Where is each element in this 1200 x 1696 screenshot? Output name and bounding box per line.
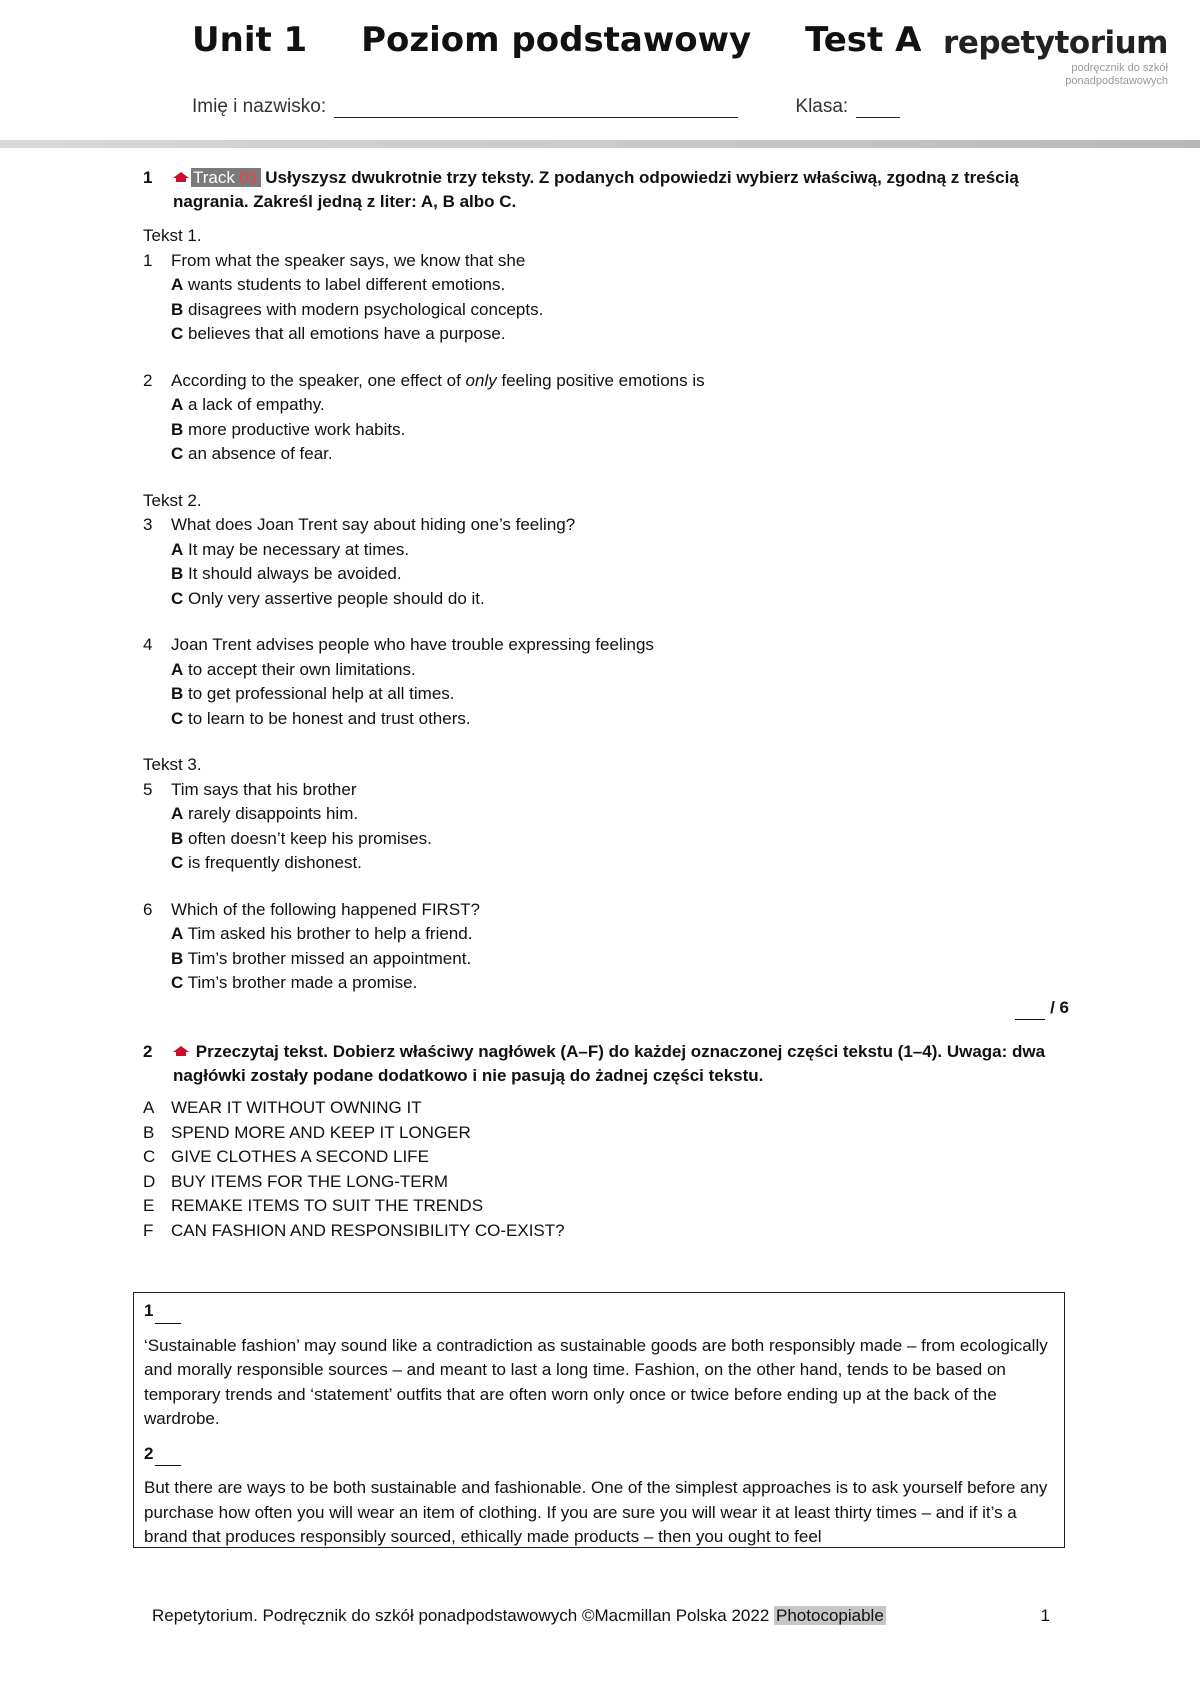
task-number: 2: [143, 1042, 153, 1061]
header-divider: [0, 140, 1200, 148]
question: [143, 513, 1069, 611]
class-field[interactable]: [856, 97, 900, 118]
question-number: 5: [143, 779, 153, 799]
brand-logo: [943, 25, 1168, 88]
question-prompt: Tim says that his brother: [171, 779, 357, 799]
page-footer: [152, 1606, 1060, 1626]
brand-sub-line-2: ponadpodstawowych: [1065, 75, 1168, 88]
question: [143, 249, 1069, 347]
question-number: 6: [143, 899, 153, 919]
reading-paragraph: But there are ways to be both sustainable and fashionable. One of the simplest approaches is to ask yourself before any purchase how often you will wear an item of clothing. If you are sure you will wear it at least thirty times – and if it’s a brand that produces responsibly sourced, ethically made products – then you ought to feel: [144, 1478, 1048, 1546]
answer-option[interactable]: A Tim asked his brother to help a friend.: [171, 924, 473, 943]
question: [143, 369, 1069, 467]
section-label: Tekst 2.: [143, 490, 202, 510]
question-number: 3: [143, 515, 153, 534]
answer-option[interactable]: B more productive work habits.: [171, 419, 406, 439]
score-field[interactable]: [1015, 1001, 1045, 1020]
section-label: Tekst 1.: [143, 226, 202, 245]
task-1-instruction-text: Usłyszysz dwukrotnie trzy teksty. Z podanych odpowiedzi wybierz właściwą, zgodną z treścią nagrania. Zakreśl jedną z liter: A, B albo C.: [173, 168, 1019, 211]
reading-paragraph: ‘Sustainable fashion’ may sound like a contradiction as sustainable goods are both responsibly made – from ecologically and morally responsible sources – and meant to last a long time. Fashion, on the other hand, tends to be based on temporary trends and ‘statement’ outfits that are often worn only once or twice before ending up at the back of the wardrobe.: [144, 1335, 1048, 1428]
student-info-row: [192, 96, 900, 118]
answer-blank[interactable]: [155, 1307, 181, 1324]
answer-blank[interactable]: [155, 1449, 181, 1466]
test-content: [143, 166, 1069, 1243]
question-prompt: What does Joan Trent say about hiding one’s feeling?: [171, 515, 576, 534]
question-prompt: Joan Trent advises people who have trouble expressing feelings: [171, 635, 654, 654]
brand-name: repetytorium: [943, 25, 1168, 61]
part-number: 1: [144, 1299, 1054, 1324]
level-label: Poziom podstawowy: [361, 20, 752, 60]
question-prompt: From what the speaker says, we know that she: [171, 250, 526, 270]
answer-option[interactable]: C Only very assertive people should do it.: [171, 588, 485, 608]
answer-option[interactable]: C Tim’s brother made a promise.: [171, 973, 418, 992]
heading-option: E REMAKE ITEMS TO SUIT THE TRENDS: [143, 1196, 484, 1215]
name-field[interactable]: [334, 97, 738, 118]
heading-option: C GIVE CLOTHES A SECOND LIFE: [143, 1147, 429, 1166]
heading-option: A WEAR IT WITHOUT OWNING IT: [143, 1098, 422, 1117]
task-2-instruction-text: Przeczytaj tekst. Dobierz właściwy nagłówek (A–F) do każdej oznaczonej części tekstu (1–4). Uwaga: dwa nagłówki zostały podane dodatkowo i nie pasują do żadnej części tekstu.: [173, 1042, 1046, 1085]
heading-option: F CAN FASHION AND RESPONSIBILITY CO-EXIST?: [143, 1220, 565, 1240]
page-number: 1: [1040, 1606, 1050, 1625]
task-1-score: / 6: [143, 996, 1069, 1021]
task-2-instruction: [143, 1040, 1069, 1088]
answer-option[interactable]: A rarely disappoints him.: [171, 804, 359, 823]
answer-option[interactable]: B often doesn’t keep his promises.: [171, 828, 432, 848]
answer-option[interactable]: B to get professional help at all times.: [171, 684, 455, 703]
answer-option[interactable]: B Tim’s brother missed an appointment.: [171, 948, 472, 968]
footer-copyright: Repetytorium. Podręcznik do szkół ponadpodstawowych ©Macmillan Polska 2022: [152, 1606, 770, 1625]
class-label: Klasa:: [795, 96, 849, 117]
answer-option[interactable]: A wants students to label different emotions.: [171, 275, 506, 294]
heading-option: D BUY ITEMS FOR THE LONG-TERM: [143, 1171, 449, 1191]
answer-option[interactable]: A It may be necessary at times.: [171, 539, 410, 559]
brand-sub-line-1: podręcznik do szkół: [1071, 62, 1168, 74]
answer-option[interactable]: A a lack of empathy.: [171, 395, 325, 414]
question: [143, 633, 1069, 731]
question: [143, 778, 1069, 876]
task-number: 1: [143, 168, 153, 187]
headings-list: [143, 1096, 1069, 1243]
test-label: Test A: [805, 20, 922, 60]
part-number: 2: [144, 1442, 1054, 1467]
section-label: Tekst 3.: [143, 755, 202, 774]
unit-label: Unit 1: [192, 20, 308, 60]
question-number: 1: [143, 250, 153, 270]
answer-option[interactable]: C believes that all emotions have a purpose.: [171, 324, 506, 343]
answer-option[interactable]: A to accept their own limitations.: [171, 659, 416, 679]
answer-option[interactable]: B It should always be avoided.: [171, 564, 402, 583]
answer-option[interactable]: C to learn to be honest and trust others.: [171, 708, 471, 728]
graduation-cap-icon: [173, 172, 187, 182]
name-label: Imię i nazwisko:: [192, 96, 327, 117]
graduation-cap-icon: [173, 1046, 187, 1056]
task-1-instruction: [143, 166, 1069, 214]
track-label[interactable]: Track 01: [193, 168, 259, 187]
answer-option[interactable]: C is frequently dishonest.: [171, 853, 362, 872]
question: [143, 898, 1069, 996]
question-number: 2: [143, 370, 153, 390]
question-number: 4: [143, 635, 153, 654]
reading-text-box: [133, 1292, 1065, 1548]
answer-option[interactable]: B disagrees with modern psychological concepts.: [171, 299, 544, 319]
heading-option: B SPEND MORE AND KEEP IT LONGER: [143, 1122, 471, 1142]
question-prompt: Which of the following happened FIRST?: [171, 899, 481, 919]
question-prompt: According to the speaker, one effect of only feeling positive emotions is: [171, 370, 705, 390]
photocopiable-badge: Photocopiable: [776, 1606, 884, 1625]
page-title: [192, 20, 963, 60]
answer-option[interactable]: C an absence of fear.: [171, 444, 333, 463]
